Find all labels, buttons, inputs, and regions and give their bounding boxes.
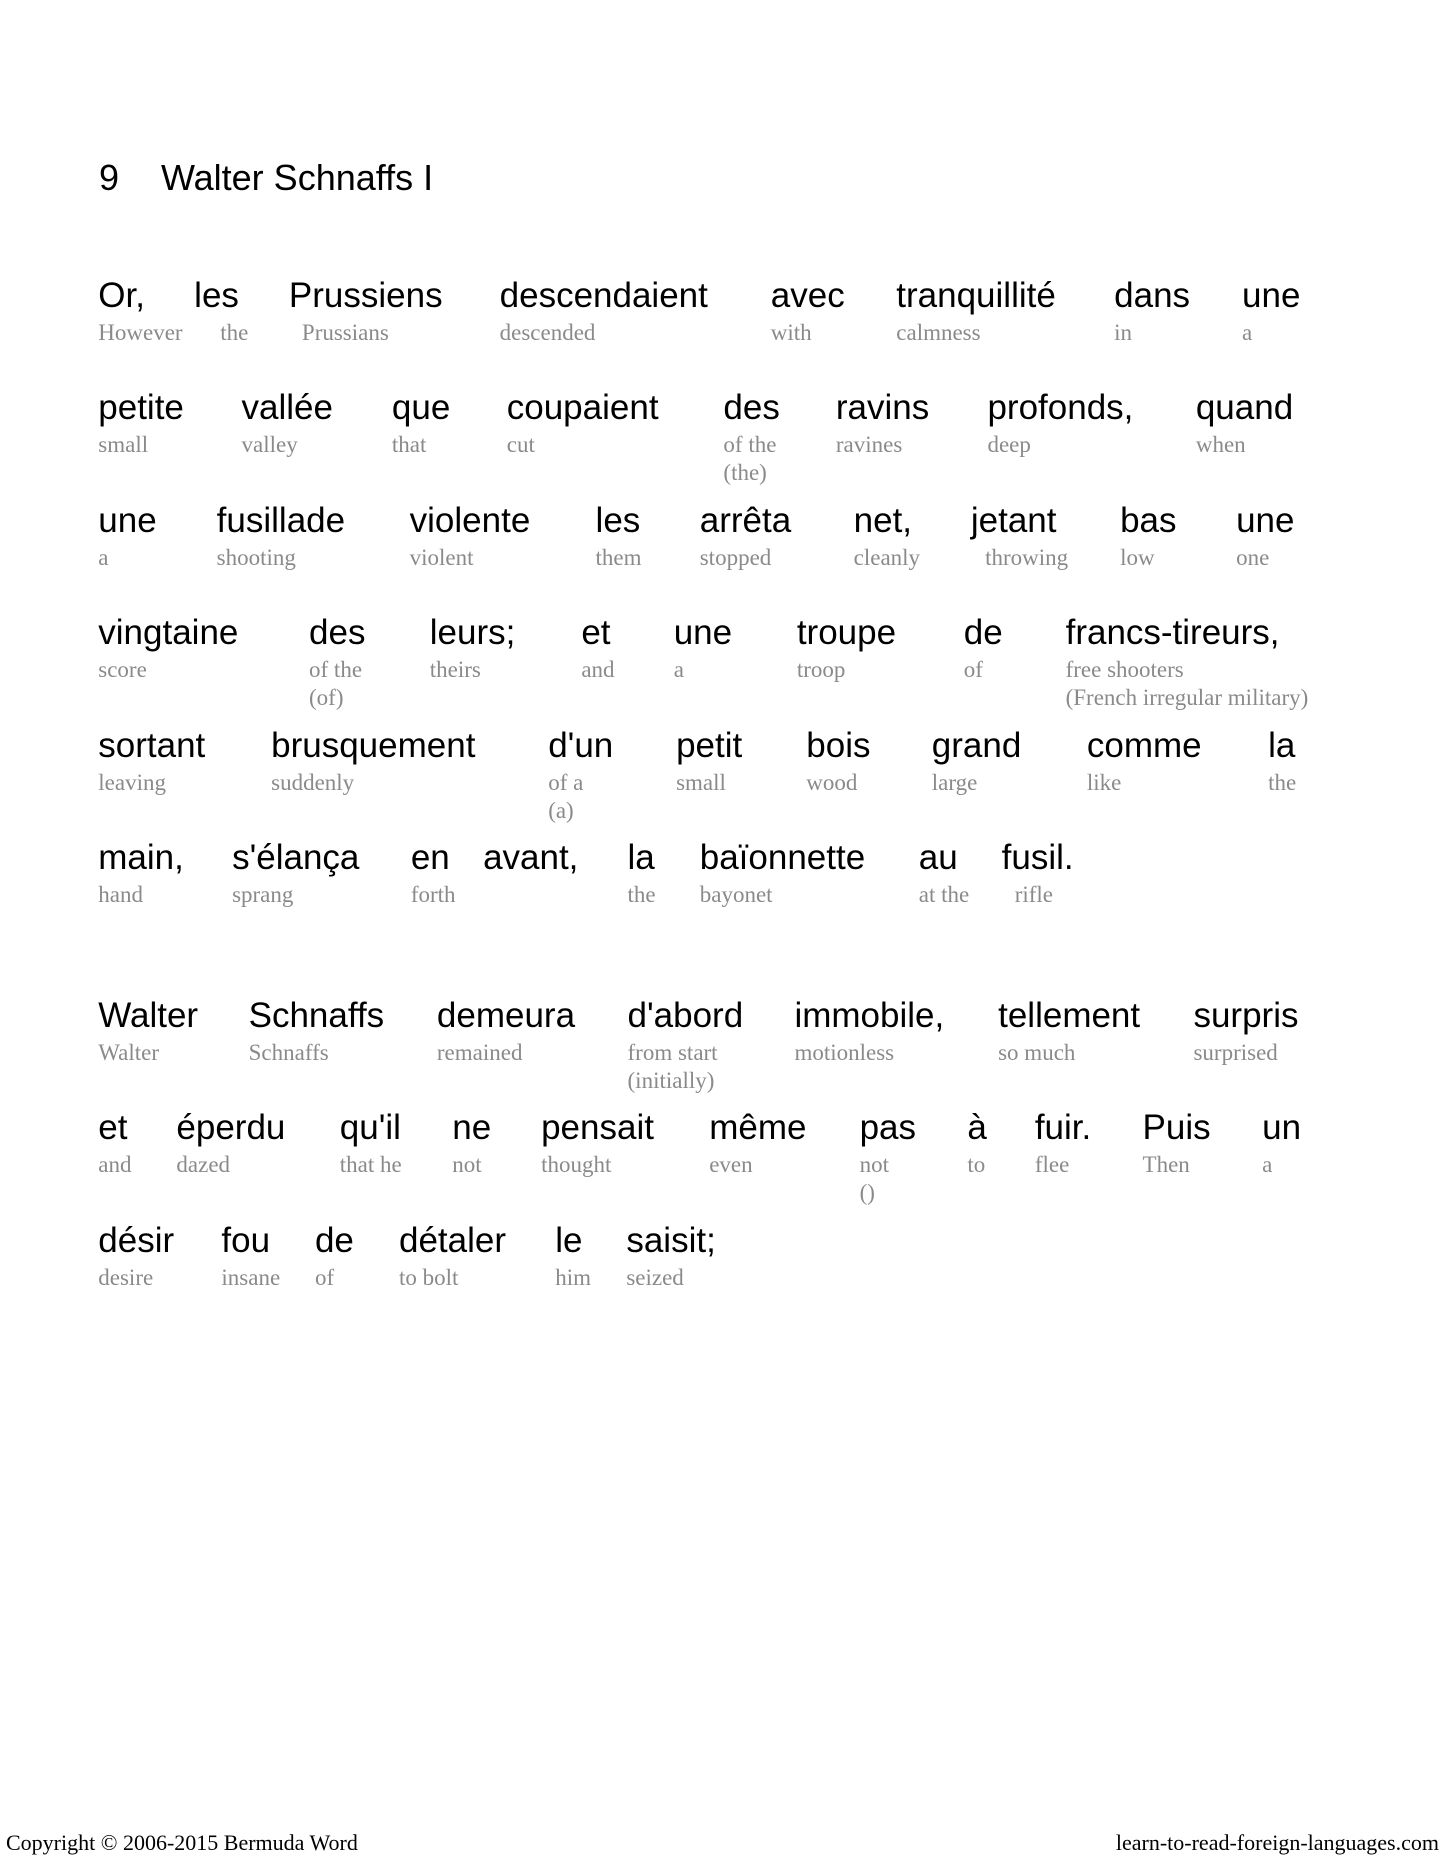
english-translation: flee [1034, 1152, 1070, 1178]
english-translation: so much [998, 1039, 1076, 1065]
french-word: au [918, 838, 958, 878]
english-translation: leaving [98, 769, 166, 795]
french-word: violente [409, 500, 531, 540]
french-word: une [1236, 500, 1295, 540]
english-translation: wood [806, 769, 858, 795]
english-translation: However [98, 319, 183, 345]
french-word: un [1262, 1108, 1302, 1148]
french-word: quand [1195, 388, 1294, 428]
english-translation: desire [98, 1264, 154, 1290]
english-translation: ravines [835, 432, 903, 458]
english-translation: bayonet [699, 882, 773, 908]
english-translation: not () [859, 1152, 889, 1206]
french-word: baïonnette [699, 838, 866, 878]
english-translation: throwing [985, 544, 1069, 570]
english-translation: of [963, 657, 983, 683]
english-translation: from start (initially) [627, 1039, 718, 1093]
french-word: tellement [998, 995, 1141, 1035]
french-word: net, [853, 500, 913, 540]
french-word: profonds, [987, 388, 1134, 428]
french-word: détaler [399, 1220, 507, 1260]
english-translation: in [1114, 319, 1133, 345]
english-translation: at the [918, 882, 970, 908]
english-translation: dazed [176, 1152, 231, 1178]
site-link[interactable]: learn-to-read-foreign-languages.com [1115, 1830, 1439, 1855]
english-translation: score [98, 657, 147, 683]
english-translation: Prussians [301, 319, 389, 345]
english-translation: of the (the) [723, 432, 777, 486]
copyright-notice: Copyright © 2006-2015 Bermuda Word [6, 1830, 358, 1855]
english-translation: cleanly [853, 544, 921, 570]
french-word: de [314, 1220, 354, 1260]
english-translation: rifle [1014, 882, 1053, 908]
english-translation: free shooters (French irregular military) [1065, 657, 1309, 711]
french-word: une [1242, 276, 1301, 315]
english-translation: hand [98, 882, 143, 908]
english-translation: Walter [98, 1039, 159, 1065]
french-word: les [595, 500, 641, 540]
french-word: grand [931, 725, 1022, 765]
french-word: immobile, [794, 995, 945, 1035]
french-word: main, [98, 838, 184, 878]
english-translation: surprised [1193, 1039, 1278, 1065]
english-translation: and [581, 657, 615, 683]
english-translation: with [770, 319, 812, 345]
french-word: désir [98, 1220, 175, 1260]
french-word: éperdu [176, 1108, 286, 1148]
french-word: une [673, 613, 733, 653]
english-translation: small [98, 432, 149, 458]
french-word: les [194, 276, 239, 315]
english-translation: descended [499, 319, 596, 345]
english-translation: that he [339, 1152, 402, 1178]
french-word: coupaient [506, 388, 659, 428]
french-word: ravins [835, 388, 930, 428]
french-word: avec [770, 276, 845, 315]
english-translation: small [676, 769, 726, 795]
english-translation: not [452, 1152, 482, 1178]
french-word: bois [806, 725, 871, 765]
french-word: sortant [98, 725, 206, 765]
french-word: vingtaine [98, 613, 239, 653]
french-word: la [1268, 725, 1296, 765]
french-word: d'abord [627, 995, 744, 1035]
french-word: des [309, 613, 366, 653]
english-translation: violent [409, 544, 474, 570]
english-translation: Then [1142, 1152, 1190, 1178]
french-word: surpris [1193, 995, 1299, 1035]
french-word: Prussiens [288, 276, 443, 315]
english-translation: the [627, 882, 656, 908]
english-translation: low [1120, 544, 1155, 570]
french-word: Or, [98, 276, 145, 315]
english-translation: large [931, 769, 978, 795]
french-word: descendaient [499, 276, 708, 315]
french-word: petit [676, 725, 743, 765]
french-word: saisit; [626, 1220, 716, 1260]
french-word: s'élança [232, 838, 360, 878]
french-word: demeura [436, 995, 576, 1035]
french-word: Puis [1142, 1108, 1211, 1148]
french-word: pas [859, 1108, 917, 1148]
french-word: fusil. [1001, 838, 1074, 878]
french-word: le [555, 1220, 583, 1260]
french-word: que [391, 388, 451, 428]
english-translation: cut [506, 432, 535, 458]
french-word: brusquement [271, 725, 476, 765]
english-translation: seized [626, 1264, 684, 1290]
french-word: fusillade [216, 500, 346, 540]
french-word: pensait [541, 1108, 654, 1148]
french-word: la [627, 838, 655, 878]
french-word: tranquillité [896, 276, 1056, 315]
french-word: ne [452, 1108, 492, 1148]
english-translation: the [220, 319, 249, 345]
english-translation: theirs [429, 657, 481, 683]
french-word: leurs; [429, 613, 516, 653]
french-word: même [709, 1108, 807, 1148]
french-word: arrêta [699, 500, 792, 540]
french-word: petite [98, 388, 184, 428]
french-word: jetant [970, 500, 1057, 540]
english-translation: insane [221, 1264, 281, 1290]
english-translation: to [967, 1152, 986, 1178]
english-translation: a [98, 544, 109, 570]
english-translation: them [595, 544, 642, 570]
english-translation: stopped [699, 544, 772, 570]
english-translation: the [1268, 769, 1297, 795]
english-translation: of [314, 1264, 335, 1290]
french-word: avant, [483, 838, 579, 878]
english-translation: to bolt [399, 1264, 459, 1290]
english-translation: and [98, 1152, 132, 1178]
french-word: francs-tireurs, [1065, 613, 1280, 653]
english-translation: of the (of) [309, 657, 363, 711]
english-translation: a [1262, 1152, 1273, 1178]
french-word: dans [1114, 276, 1191, 315]
english-translation: valley [241, 432, 298, 458]
english-translation: when [1195, 432, 1246, 458]
french-word: fuir. [1034, 1108, 1092, 1148]
french-word: d'un [548, 725, 614, 765]
french-word: qu'il [339, 1108, 401, 1148]
english-translation: troop [796, 657, 846, 683]
english-translation: of a (a) [548, 769, 584, 823]
french-word: à [967, 1108, 987, 1148]
english-translation: deep [987, 432, 1031, 458]
french-word: vallée [241, 388, 333, 428]
french-word: des [723, 388, 780, 428]
english-translation: sprang [232, 882, 294, 908]
french-word: Schnaffs [248, 995, 385, 1035]
french-word: et [581, 613, 611, 653]
english-translation: motionless [794, 1039, 895, 1065]
english-translation: suddenly [271, 769, 355, 795]
english-translation: a [1242, 319, 1253, 345]
english-translation: him [555, 1264, 592, 1290]
french-word: et [98, 1108, 128, 1148]
english-translation: shooting [216, 544, 296, 570]
english-translation: even [709, 1152, 753, 1178]
english-translation: one [1236, 544, 1270, 570]
french-word: bas [1120, 500, 1177, 540]
english-translation: forth [410, 882, 456, 908]
french-word: comme [1086, 725, 1202, 765]
french-word: en [410, 838, 450, 878]
french-word: troupe [796, 613, 897, 653]
french-word: une [98, 500, 157, 540]
english-translation: thought [541, 1152, 612, 1178]
english-translation: remained [436, 1039, 523, 1065]
english-translation: Schnaffs [248, 1039, 329, 1065]
french-word: Walter [98, 995, 199, 1035]
french-word: de [963, 613, 1003, 653]
chapter-title: Walter Schnaffs I [161, 157, 434, 198]
english-translation: that [391, 432, 427, 458]
french-word: fou [221, 1220, 271, 1260]
english-translation: calmness [896, 319, 981, 345]
english-translation: a [673, 657, 684, 683]
chapter-number: 9 [99, 157, 120, 198]
english-translation: like [1086, 769, 1122, 795]
